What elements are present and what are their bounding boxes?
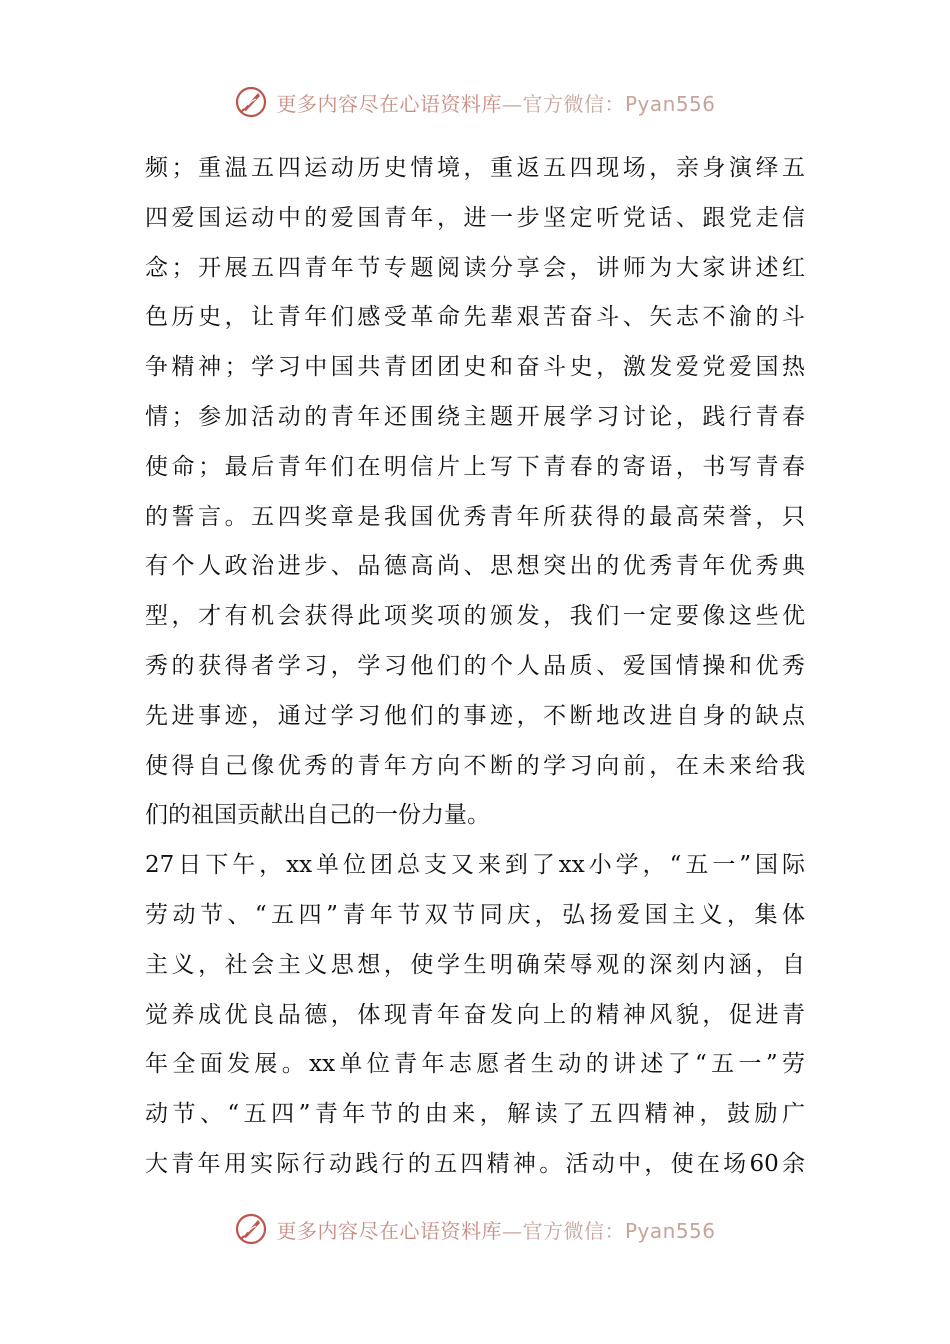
text-line: 使得自己像优秀的青年方向不断的学习向前，在未来给我	[145, 752, 805, 779]
watermark-brand: 更多内容尽在心语资料库	[276, 1218, 502, 1243]
watermark-id: Pyan556	[624, 1218, 716, 1243]
text-line: 的誓言。五四奖章是我国优秀青年所获得的最高荣誉，只	[145, 503, 805, 530]
header-watermark	[0, 80, 950, 124]
text-line: 四爱国运动中的爱国青年，进一步坚定听党话、跟党走信	[145, 204, 805, 231]
watermark-separator: —	[501, 91, 523, 116]
text-line: 情；参加活动的青年还围绕主题开展学习讨论，践行青春	[145, 403, 805, 430]
text-line: 主义，社会主义思想，使学生明确荣辱观的深刻内涵，自	[145, 951, 805, 978]
watermark-id: Pyan556	[624, 91, 716, 116]
document-body	[145, 144, 805, 1190]
watermark-suffix: 官方微信：	[522, 91, 625, 116]
watermark-brand: 更多内容尽在心语资料库	[276, 91, 502, 116]
text-line: 秀的获得者学习，学习他们的个人品质、爱国情操和优秀	[145, 652, 805, 679]
text-line: 动节、“五四”青年节的由来，解读了五四精神，鼓励广	[145, 1101, 805, 1128]
text-line: 劳动节、“五四”青年节双节同庆，弘扬爱国主义，集体	[145, 901, 805, 928]
watermark-text	[276, 1215, 715, 1244]
text-line: 有个人政治进步、品德高尚、思想突出的优秀青年优秀典	[145, 553, 805, 580]
text-line: 们的祖国贡献出自己的一份力量。	[145, 802, 490, 829]
text-line: 使命；最后青年们在明信片上写下青春的寄语，书写青春	[145, 453, 805, 480]
quill-logo-icon	[234, 1212, 268, 1246]
footer-watermark	[0, 1207, 950, 1251]
quill-logo-icon	[234, 85, 268, 119]
text-line: 27日下午，xx单位团总支又来到了xx小学，“五一”国际	[145, 852, 805, 879]
text-line: 色历史，让青年们感受革命先辈艰苦奋斗、矢志不渝的斗	[145, 304, 805, 331]
text-line: 先进事迹，通过学习他们的事迹，不断地改进自身的缺点	[145, 702, 805, 729]
text-line: 频；重温五四运动历史情境，重返五四现场，亲身演绎五	[145, 155, 805, 181]
watermark-text	[276, 88, 715, 117]
text-line: 念；开展五四青年节专题阅读分享会，讲师为大家讲述红	[145, 254, 805, 281]
text-line: 觉养成优良品德，体现青年奋发向上的精神风貌，促进青	[145, 1001, 805, 1028]
watermark-suffix: 官方微信：	[522, 1218, 625, 1243]
text-line: 型，才有机会获得此项奖项的颁发，我们一定要像这些优	[145, 603, 805, 630]
text-line: 争精神；学习中国共青团团史和奋斗史，激发爱党爱国热	[145, 354, 805, 381]
watermark-separator: —	[501, 1218, 523, 1243]
text-line: 大青年用实际行动践行的五四精神。活动中，使在场60余	[145, 1150, 805, 1177]
text-line: 年全面发展。xx单位青年志愿者生动的讲述了“五一”劳	[145, 1051, 805, 1078]
